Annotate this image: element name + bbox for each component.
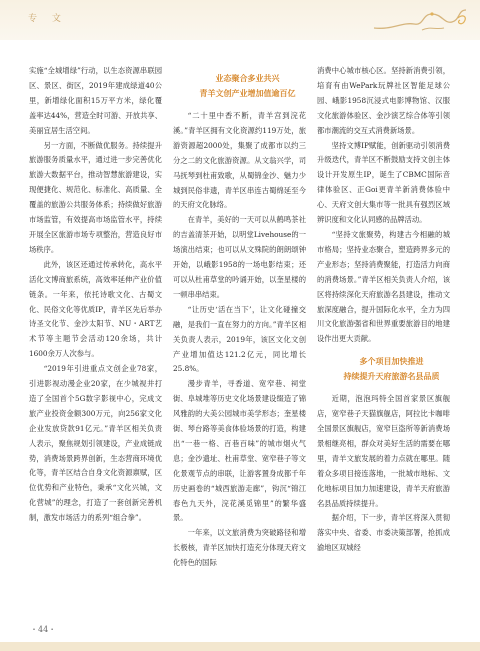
page-number: ・44・ — [30, 625, 57, 634]
paragraph: 消费中心城市核心区。坚持新消费引领，培育有由WePark玩牌社区智能足球公园、峨影1958沉浸式电影博物馆、汉服文化旅游体验区、金沙演艺综合体等引领都市潮流的交互式消费新场景。 — [317, 66, 450, 135]
paragraph: 实施“全城增绿”行动，以生态资源串联园区、景区、街区，2019年建成绿道40公里，新增绿化面积15万平方米，绿化覆盖率达44%，营造全时可游、开放共享、美丽宜居生活空间。 — [29, 66, 162, 135]
section-heading: 业态聚合多业共兴 — [215, 74, 280, 83]
paragraph: 在青羊，美好的一天可以从鹤鸣茶社的吉盖清茶开始，以明堂Livehouse的一场演出结束；也可以从文殊院的朗朗颂钟开始，以峨影1958的一场电影结束；还可以从杜甫草堂的吟诵开始，以奎星楼的一顿串串结束。 — [173, 215, 306, 299]
paragraph: “坚持文旅聚势，构建古今相融的城市格局；坚持业态聚合，塑造跨界多元的产业形态；坚持消费聚能，打造活力向商的消费场景。”青羊区相关负责人介绍，该区将持续深化天府旅游名县建设，推动文旅深度融合，提升国际化水平，全力为四川文化旅游强省和世界重要旅游目的地建设作出更大贡献。 — [317, 229, 450, 344]
section-heading: 持续提升天府旅游名县品质 — [343, 371, 440, 381]
paragraph: 据介绍，下一步，青羊区将深入贯彻落实中央、省委、市委决策部署，抢抓成渝地区双城经 — [317, 513, 450, 553]
paragraph: 漫步青羊，寻香道、宽窄巷、祠堂街、阜城堆等历史文化场景建设缀造了锦风雅韵的大美公园城市美学形态；奎星楼街、琴台路等美食体验场景的打造，构建出“一巷一格、百巷百味”的城市烟火气息；金沙遗址、杜甫草堂、宽窄巷子等文化景观节点的串联，让游客置身成都千年历史画卷的“城西旅游走廊”，钩沉“锦江春色九天外，浣花溪觅锦里”的繁华盛景。 — [173, 379, 306, 523]
section-heading: 青羊文创产业增加值逾百亿 — [199, 88, 296, 98]
paragraph: 近期，泡泡玛特全国首家景区旗舰店，宽窄巷子天猫旗舰店，阿拉比卡咖啡全国景区旗舰店，宽窄巨盗所等新消费场景相继亮相，群众对美好生活的需要在哪里，青羊文旅发展的着力点就在哪里。随着众多项目接连落地，一批城市地标、文化地标项目加力加速建设，青羊天府旅游名县品质持续提升。 — [317, 394, 450, 508]
decorative-swirl-icon — [372, 4, 472, 34]
section-heading: 多个项目加快推进 — [359, 357, 424, 367]
paragraph: “让历史‘活在当下’，让文化碰撞交融，是我们一直在努力的方向。”青羊区相关负责人表示，2019年，该区文化文创产业增加值达121.2亿元，同比增长25.8%。 — [173, 304, 306, 374]
article-column-2 — [173, 64, 306, 571]
paragraph: 此外，该区还通过传承转化，高水平活化文博商旅系统，高效率延伸产业价值链条。一年来，依托诗歌文化、古蜀文化、民俗文化等优质IP，青羊区先后举办诗圣文化节、金沙太阳节、NU・ART艺术节等主题节会活动120余场，共计1600余万人次参与。 — [29, 259, 162, 359]
footer-bar — [0, 642, 480, 651]
paragraph: 另一方面，不断做优服务。持续提升旅游服务质量水平，通过进一步完善优化旅游大数据平台，推动智慧旅游建设，实现便捷化、规范化、标准化、高质量、全覆盖的旅游公共服务体系；持续做好旅游市场监管，有效提高市场监管水平，持续开展全区旅游市场专项整治，营造良好市场秩序。 — [29, 140, 162, 254]
paragraph: 坚持文博IP赋能，创新驱动引领消费升级迭代，青羊区不断鼓励支持文创主体设计开发原生IP，诞生了CBMC国际音律体验区、正Goi更青羊新消费体验中心、天府文创大集市等一批具有强烈区域辨识度和文化认同感的品牌活动。 — [317, 140, 450, 225]
paragraph: “二十里中香不断，青羊宫到浣花溪。”青羊区拥有文化资源约119万处，旅游资源超2000处，集聚了成都市以约三分之二的文化旅游资源。从文翁兴学，司马抚琴到杜甫致歌，从蜀锦金沙、魅力少城到民俗非遗，青羊区串连古蜀绵延至今的天府文化脉络。 — [173, 111, 306, 210]
article-column-1 — [29, 64, 162, 526]
paragraph: “2019年引进重点文创企业78家，引进影视动漫企业20家，在少城视井打造了全国首个5G数字影视中心，完成文旅产业投资金额300万元，向256家文化企业发放贷款91亿元。”青羊区相关负责人表示，聚焦规划引领建设，产业成链成势，消费场景跨界创新，生态营商环境优化等，青羊区结合自身文化资源禀赋，区位优势和产业特色，秉承“文化兴城，文化营城”的理念，打造了一套创新完善机制，激发市场活力的系列“组合拳”。 — [29, 364, 162, 523]
section-label: 专 文 — [28, 14, 67, 24]
article-column-3 — [317, 64, 450, 556]
paragraph: 一年来，以文旅消费为突破路径和增长极核，青羊区加快打造充分体现天府文化特色的国际 — [173, 528, 306, 568]
